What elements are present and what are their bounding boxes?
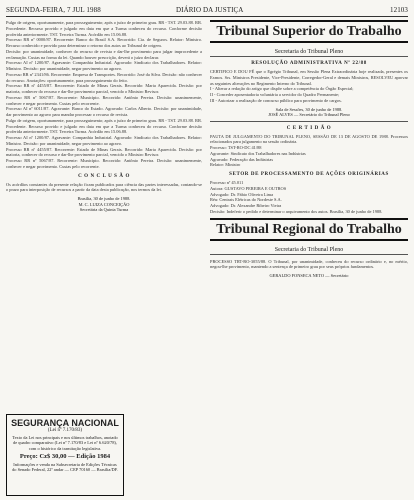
paragraph: Processo RR nº 5067/87. Recorrente: Município. Recorrido: Antônio Pereira. Decisão: unanimemente, conhecer e negar provimento. Custas pelo recorrente. bbox=[6, 94, 202, 106]
sector-item: Processo nº 45.011 bbox=[210, 180, 244, 185]
paragraph: Pulgo de origem, oportunamente, para prosseguimento; após o juízo de primeiro grau. RR - TST. 29.03.88. RR. Procedente. Recurso provido e julgado em data em que a Turma conheceu do recurso. Conforme decisão proferida anteriormente. TST. Terceira Turma. Acórdão em 15.06.88. bbox=[6, 117, 202, 135]
page-header bbox=[6, 5, 408, 17]
signature-block bbox=[6, 196, 202, 213]
resolution-signer: JOSÉ ALVES — Secretário do Tribunal Pleno bbox=[268, 112, 350, 117]
paragraph: Processo RR nº 5067/87. Recorrente: Município. Recorrido: Antônio Pereira. Decisão: unanimemente, conhecer e negar provimento. Custas pelo recorrente. bbox=[6, 158, 202, 169]
trt-signature: GERALDO FONSECA NETO — Secretário bbox=[269, 273, 349, 278]
certidao-text: PAUTA DE JULGAMENTO DO TRIBUNAL PLENO, SESSÃO DE 13 DE AGOSTO DE 1988. Processos relacionados para julgamento na sessão ordinária. bbox=[210, 133, 408, 145]
header-publication: DIÁRIO DA JUSTIÇA bbox=[176, 6, 244, 14]
sector-item: Autora: GUSTAVO PEREIRA E OUTROS bbox=[210, 185, 287, 191]
conclusion-heading: C O N C L U S Ã O bbox=[78, 173, 130, 179]
paragraph: Processo AI nº 1200/87. Agravante: Companhia Industrial. Agravado: Sindicato dos Trabalhadores. Relator: Ministro. Decisão: por unanimidade, negar provimento ao agravo. bbox=[6, 60, 202, 71]
conclusion-text: Os acórdãos constantes da presente relação ficam publicados para ciência das partes interessadas, contando-se o prazo para interposição de recursos a partir da data desta publicação, nos termos da lei. bbox=[6, 181, 202, 193]
paragraph: Processo RR nº 4455/87. Recorrente: Estado de Minas Gerais. Recorrido: Maria Aparecida. Decisão: por maioria, conhecer do recurso e dar-lhe provimento parcial, vencido o Ministro Revisor. bbox=[6, 83, 202, 94]
signature-name: M. C. LUIZA CONCEIÇÃO bbox=[78, 201, 130, 207]
certidao-item: Agravado: Federação das Indústrias bbox=[210, 156, 274, 162]
ad-title: SEGURANÇA NACIONAL bbox=[11, 418, 119, 428]
resolution-date: Sala de Sessões, 30 de junho de 1988. bbox=[275, 106, 343, 112]
seguranca-nacional-ad bbox=[6, 414, 124, 496]
paragraph: Decisão: por unanimidade, conhecer do recurso de revista e dar-lhe provimento para julgar improcedente a reclamação. Custas na forma da lei. Quando houver prescrição, deverá o juízo declarar. bbox=[6, 48, 202, 60]
divider bbox=[210, 121, 408, 122]
signature-date: Brasília, 30 de junho de 1988. bbox=[77, 196, 131, 201]
paragraph: Processo AI nº 1200/87. Agravante: Companhia Industrial. Agravado: Sindicato dos Trabalhadores. Relator: Ministro. Decisão: por unanimidade, negar provimento ao agravo. bbox=[6, 135, 202, 146]
ad-footer: Informações e venda na Subsecretaria de Edições Técnicas do Senado Federal, 22º andar — CEP 70160 — Brasília/DF. bbox=[12, 461, 118, 473]
resolution-text: CERTIFICO E DOU FÉ que o Egrégio Tribunal, em Sessão Plena Extraordinária hoje realizada, presentes os Exmos. Srs. Ministros Presidente, Vice-Presidente, Corregedor-Geral e demais Ministros, RESOLVEU aprovar as seguintes alterações no Regimento Interno do Tribunal. bbox=[210, 69, 408, 86]
left-column bbox=[6, 20, 202, 213]
ad-text: Texto da Lei nos principais e nos últimos trabalhos, anotado de quadro comparativo (Lei nº 7.170/83 e Lei nº 6.620/78), com o histórico da tramitação legislativa. bbox=[12, 435, 118, 451]
right-column bbox=[210, 20, 408, 279]
ad-subtitle: (Lei nº 7.170/83) bbox=[47, 428, 83, 433]
sector-item: Réu: Centrais Elétricas do Nordeste S.A. bbox=[210, 197, 282, 203]
signature-role: Secretária da Quinta Turma bbox=[79, 207, 129, 212]
trt-text: PROCESSO TRT-RO-3055/88. O Tribunal, por unanimidade, conheceu do recurso ordinário e, no mérito, negou-lhe provimento, mantendo a sentença de primeiro grau por seus próprios fundamentos. bbox=[210, 258, 408, 270]
paragraph: Pulgo de origem, oportunamente, para prosseguimento; após o juízo de primeiro grau. RR - TST. 29.03.88. RR. Procedente. Recurso provido e julgado em data em que a Turma conheceu do recurso. Conforme decisão proferida anteriormente. TST. Terceira Turma. Acórdão em 15.06.88. bbox=[6, 20, 202, 37]
ad-price: Preço: Cz$ 30,00 — Edição 1984 bbox=[19, 452, 111, 460]
certidao-heading: C E R T I D Ã O bbox=[286, 125, 332, 131]
paragraph: Processo AI nº 6011/87. Agravante: Banco do Estado. Agravado: Carlos Alberto. Decisão: por unanimidade, dar provimento ao agravo para mandar processar o recurso de revista. bbox=[6, 106, 202, 117]
certidao-item: Relator: Ministro bbox=[210, 162, 241, 168]
header-page-number: 12103 bbox=[390, 6, 408, 14]
court-subtitle: Secretaria do Tribunal Pleno bbox=[210, 48, 408, 57]
resolution-heading: RESOLUÇÃO ADMINISTRATIVA Nº 22/88 bbox=[251, 61, 367, 66]
court-subtitle: Secretaria do Tribunal Pleno bbox=[210, 246, 408, 255]
sector-heading: SETOR DE PROCESSAMENTO DE AÇÕES ORIGINÁRIAS bbox=[229, 172, 389, 177]
court-title-tst: Tribunal Superior do Trabalho bbox=[210, 20, 408, 43]
header-date: SEGUNDA-FEIRA, 7 JUL 1988 bbox=[6, 6, 101, 14]
resolution-item: II - Conceder aposentadoria voluntária a servidor do Quadro Permanente; bbox=[210, 92, 340, 97]
court-title-trt: Tribunal Regional do Trabalho bbox=[210, 218, 408, 241]
certidao-item: Agravante: Sindicato dos Trabalhadores nas Indústrias bbox=[210, 150, 306, 156]
certidao-item: Processo: TST-RO-DC 41/88 bbox=[210, 145, 262, 150]
sector-item: Advogado: Dr. Fábio Oliveira Lima bbox=[210, 191, 274, 197]
resolution-item: I - Alterar a redação do artigo que dispõe sobre a competência do Órgão Especial; bbox=[210, 86, 354, 92]
paragraph: Processo RR nº 2341/86. Recorrente: Empresa de Transportes. Recorrido: José da Silva. Decisão: não conhecer do recurso. Anotações: oportunamente, para prosseguimento do feito. bbox=[6, 71, 202, 83]
resolution-item: III - Autorizar a realização de concurso público para provimento de cargos. bbox=[210, 97, 342, 103]
resolution-signature bbox=[210, 107, 408, 118]
paragraph: Processo RR nº 0000/87. Recorrente: Banco do Brasil S.A. Recorrido: Cia. de Seguros. Relator: Ministro. Recurso conhecido e provido para determinar o retorno dos autos ao Tribunal de origem. bbox=[6, 37, 202, 48]
sector-item: Decisão: Indeferir o pedido e determinar o arquivamento dos autos. Brasília, 30 de junho de 1988. bbox=[210, 208, 383, 214]
sector-item: Advogado: Dr. Alexandre Ribeiro Vieira bbox=[210, 203, 282, 208]
paragraph: Processo RR nº 4455/87. Recorrente: Estado de Minas Gerais. Recorrido: Maria Aparecida. Decisão: por maioria, conhecer do recurso e dar-lhe provimento parcial, vencido o Ministro Revisor. bbox=[6, 146, 202, 158]
